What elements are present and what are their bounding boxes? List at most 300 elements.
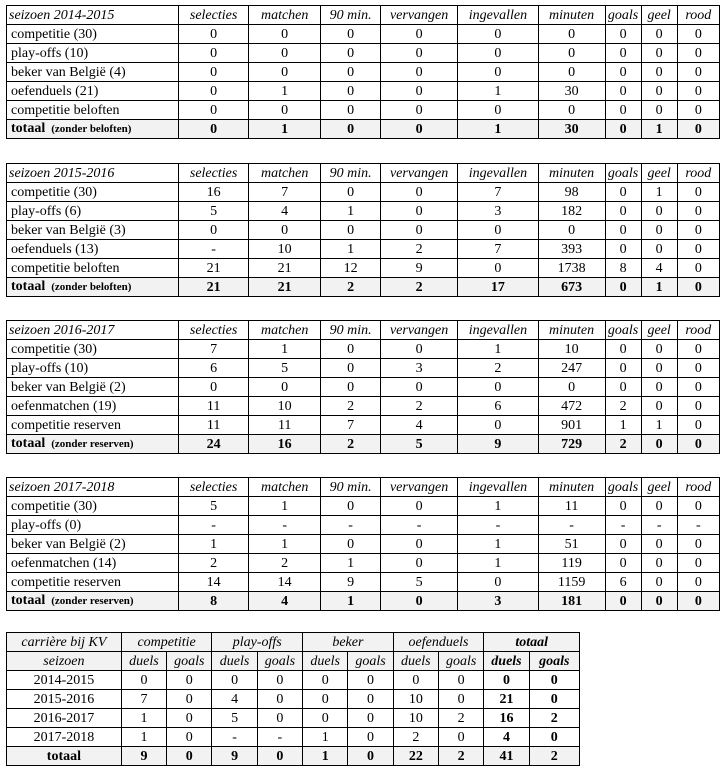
row-label: competitie beloften [7, 101, 179, 120]
stat-cell: 0 [605, 240, 641, 259]
stat-cell: 0 [605, 340, 641, 359]
season-title: seizoen 2017-2018 [7, 478, 179, 497]
stat-cell: 0 [380, 44, 457, 63]
stat-cell: 9 [380, 259, 457, 278]
career-total-cell: 22 [393, 747, 438, 766]
stat-cell: 0 [249, 378, 321, 397]
total-cell: 0 [677, 278, 719, 297]
career-total-cell: 0 [348, 747, 393, 766]
table-row [7, 202, 720, 221]
total-cell: 4 [249, 592, 321, 611]
stat-cell: 0 [538, 101, 605, 120]
stat-cell: 0 [179, 101, 249, 120]
stat-cell: 11 [179, 397, 249, 416]
table-row [7, 183, 720, 202]
stat-cell: 5 [179, 497, 249, 516]
career-sub-header: duels [121, 652, 166, 671]
stat-cell: 0 [458, 573, 538, 592]
stat-cell: 0 [677, 259, 719, 278]
stat-cell: 0 [641, 359, 677, 378]
column-header: matchen [249, 6, 321, 25]
stat-cell: 0 [321, 221, 381, 240]
stat-cell: 0 [605, 221, 641, 240]
total-note: (zonder beloften) [51, 281, 132, 293]
stat-cell: - [179, 516, 249, 535]
career-cell: 0 [529, 728, 579, 747]
total-cell: 0 [605, 278, 641, 297]
stat-cell: 9 [321, 573, 381, 592]
total-cell: 0 [677, 120, 719, 139]
stat-cell: 0 [641, 221, 677, 240]
career-cell: 0 [348, 728, 393, 747]
stat-cell: 1 [458, 535, 538, 554]
season-title: seizoen 2016-2017 [7, 321, 179, 340]
row-label: competitie (30) [7, 183, 179, 202]
career-cell: 0 [121, 671, 166, 690]
stat-cell: 0 [179, 378, 249, 397]
row-label: play-offs (10) [7, 44, 179, 63]
total-cell: 3 [458, 592, 538, 611]
career-cell: 0 [257, 690, 302, 709]
stat-cell: 0 [321, 378, 381, 397]
stat-cell: 0 [677, 25, 719, 44]
row-label: competitie beloften [7, 259, 179, 278]
total-cell: 0 [179, 120, 249, 139]
career-cell: 0 [303, 671, 348, 690]
career-cell: 0 [348, 690, 393, 709]
row-label: beker van België (4) [7, 63, 179, 82]
stat-cell: 0 [380, 82, 457, 101]
season-table [6, 5, 720, 139]
stat-cell: 1 [458, 82, 538, 101]
total-cell: 0 [380, 120, 457, 139]
career-row [7, 709, 580, 728]
stat-cell: 11 [179, 416, 249, 435]
stat-cell: 2 [605, 397, 641, 416]
stat-cell: 4 [380, 416, 457, 435]
stat-cell: 2 [179, 554, 249, 573]
column-header: minuten [538, 164, 605, 183]
stat-cell: 0 [458, 378, 538, 397]
career-cell: 4 [212, 690, 257, 709]
stat-cell: 0 [641, 554, 677, 573]
stat-cell: 0 [380, 25, 457, 44]
stat-cell: 11 [538, 497, 605, 516]
stat-cell: 1 [321, 202, 381, 221]
stat-cell: 393 [538, 240, 605, 259]
stat-cell: 0 [321, 101, 381, 120]
column-header: ingevallen [458, 6, 538, 25]
table-row [7, 340, 720, 359]
career-total-cell: 1 [303, 747, 348, 766]
career-total-cell: 41 [484, 747, 529, 766]
stat-cell: 10 [249, 397, 321, 416]
stat-cell: 0 [538, 25, 605, 44]
stat-cell: 2 [458, 359, 538, 378]
column-header: vervangen [380, 164, 457, 183]
career-cell: 0 [438, 690, 483, 709]
table-row [7, 82, 720, 101]
table-row [7, 63, 720, 82]
stat-cell: 0 [249, 25, 321, 44]
total-label-cell [7, 278, 179, 297]
total-row [7, 278, 720, 297]
stat-cell: 0 [179, 25, 249, 44]
total-label-cell [7, 120, 179, 139]
stat-cell: 0 [380, 497, 457, 516]
row-label: play-offs (10) [7, 359, 179, 378]
stat-cell: 0 [605, 359, 641, 378]
stat-cell: 0 [605, 378, 641, 397]
season-title: seizoen 2014-2015 [7, 6, 179, 25]
column-header: rood [677, 164, 719, 183]
stat-cell: 0 [677, 340, 719, 359]
stat-cell: - [458, 516, 538, 535]
stat-cell: 0 [458, 44, 538, 63]
stat-cell: 0 [380, 101, 457, 120]
career-cell: 16 [484, 709, 529, 728]
stat-cell: 0 [321, 497, 381, 516]
stat-cell: 1 [249, 340, 321, 359]
stat-cell: 0 [321, 340, 381, 359]
career-cell: 0 [257, 671, 302, 690]
stat-cell: 0 [321, 25, 381, 44]
stat-cell: 0 [641, 497, 677, 516]
total-cell: 5 [380, 435, 457, 454]
stat-cell: 0 [605, 202, 641, 221]
stat-cell: - [380, 516, 457, 535]
total-label-cell [7, 435, 179, 454]
career-sub-header: goals [348, 652, 393, 671]
stat-cell: 0 [605, 44, 641, 63]
table-row [7, 101, 720, 120]
stat-cell: 0 [677, 63, 719, 82]
stat-cell: 6 [179, 359, 249, 378]
row-label: competitie reserven [7, 573, 179, 592]
column-header: ingevallen [458, 478, 538, 497]
row-label: oefenduels (21) [7, 82, 179, 101]
total-cell: 24 [179, 435, 249, 454]
season-header-row [7, 478, 720, 497]
stat-cell: 0 [641, 397, 677, 416]
row-label: competitie (30) [7, 497, 179, 516]
table-row [7, 416, 720, 435]
row-label: beker van België (2) [7, 535, 179, 554]
career-group-header: competitie [121, 633, 212, 652]
total-note: (zonder beloften) [51, 123, 132, 135]
row-label: oefenduels (13) [7, 240, 179, 259]
total-cell: 0 [605, 120, 641, 139]
column-header: selecties [179, 321, 249, 340]
stat-cell: 247 [538, 359, 605, 378]
total-cell: 17 [458, 278, 538, 297]
stat-cell: 0 [677, 240, 719, 259]
career-cell: 0 [167, 709, 212, 728]
stat-cell: 11 [249, 416, 321, 435]
career-cell: - [212, 728, 257, 747]
total-cell: 9 [458, 435, 538, 454]
stat-cell: 0 [458, 221, 538, 240]
column-header: ingevallen [458, 164, 538, 183]
stat-cell: 0 [380, 183, 457, 202]
career-cell: 10 [393, 690, 438, 709]
career-cell: 0 [348, 671, 393, 690]
career-total-row [7, 747, 580, 766]
total-row [7, 592, 720, 611]
column-header: minuten [538, 321, 605, 340]
column-header: goals [605, 164, 641, 183]
career-cell: 1 [303, 728, 348, 747]
stat-cell: 0 [677, 82, 719, 101]
total-cell: 21 [249, 278, 321, 297]
stat-cell: 51 [538, 535, 605, 554]
career-sub-header: duels [212, 652, 257, 671]
stat-cell: 1 [641, 416, 677, 435]
total-note: (zonder reserven) [51, 438, 134, 450]
total-cell: 729 [538, 435, 605, 454]
career-season: 2016-2017 [7, 709, 122, 728]
stat-cell: 0 [458, 101, 538, 120]
stat-cell: 0 [677, 535, 719, 554]
total-label: totaal [11, 279, 46, 294]
stat-cell: 14 [249, 573, 321, 592]
column-header: geel [641, 164, 677, 183]
total-row [7, 120, 720, 139]
row-label: oefenmatchen (19) [7, 397, 179, 416]
stat-cell: 1 [249, 497, 321, 516]
career-sub-header: goals [438, 652, 483, 671]
stat-cell: 6 [458, 397, 538, 416]
total-cell: 0 [677, 435, 719, 454]
career-cell: 0 [393, 671, 438, 690]
stat-cell: 5 [380, 573, 457, 592]
career-cell: 2 [438, 709, 483, 728]
total-cell: 1 [641, 278, 677, 297]
table-row [7, 497, 720, 516]
column-header: ingevallen [458, 321, 538, 340]
stat-cell: 0 [538, 378, 605, 397]
stat-cell: 0 [641, 63, 677, 82]
career-sub-header: duels [393, 652, 438, 671]
career-sub-header: duels [303, 652, 348, 671]
total-cell: 16 [249, 435, 321, 454]
stat-cell: 0 [380, 340, 457, 359]
stat-cell: 0 [641, 82, 677, 101]
career-cell: 2 [529, 709, 579, 728]
column-header: geel [641, 6, 677, 25]
stat-cell: 0 [605, 183, 641, 202]
stat-cell: 119 [538, 554, 605, 573]
career-cell: 0 [529, 671, 579, 690]
stat-cell: 1 [605, 416, 641, 435]
career-cell: 1 [121, 728, 166, 747]
stat-cell: 0 [677, 573, 719, 592]
career-sub-header: goals [167, 652, 212, 671]
stat-cell: 0 [321, 359, 381, 378]
column-header: goals [605, 321, 641, 340]
career-cell: 0 [303, 690, 348, 709]
season-header-row [7, 164, 720, 183]
stat-cell: 0 [321, 183, 381, 202]
career-sub-header-row [7, 652, 580, 671]
stat-cell: 16 [179, 183, 249, 202]
total-row [7, 435, 720, 454]
stat-cell: 0 [380, 221, 457, 240]
stat-cell: 182 [538, 202, 605, 221]
career-total-cell: 0 [257, 747, 302, 766]
stat-cell: 0 [458, 416, 538, 435]
stat-cell: 0 [380, 63, 457, 82]
total-cell: 1 [641, 120, 677, 139]
stat-cell: 10 [538, 340, 605, 359]
stat-cell: - [677, 516, 719, 535]
career-group-header: play-offs [212, 633, 303, 652]
table-row [7, 535, 720, 554]
column-header: minuten [538, 478, 605, 497]
stat-cell: 0 [677, 183, 719, 202]
column-header: matchen [249, 321, 321, 340]
career-cell: 4 [484, 728, 529, 747]
table-row [7, 554, 720, 573]
table-row [7, 397, 720, 416]
stat-cell: 1738 [538, 259, 605, 278]
row-label: beker van België (3) [7, 221, 179, 240]
stat-cell: 98 [538, 183, 605, 202]
row-label: play-offs (6) [7, 202, 179, 221]
stat-cell: - [641, 516, 677, 535]
career-total-cell: 9 [212, 747, 257, 766]
table-row [7, 240, 720, 259]
stat-cell: 0 [641, 378, 677, 397]
career-cell: 7 [121, 690, 166, 709]
season-header-row [7, 321, 720, 340]
stat-cell: 0 [677, 44, 719, 63]
stat-cell: 0 [641, 44, 677, 63]
stat-cell: 0 [179, 44, 249, 63]
stat-cell: 0 [179, 221, 249, 240]
total-cell: 1 [321, 592, 381, 611]
stat-cell: 1 [458, 497, 538, 516]
total-cell: 8 [179, 592, 249, 611]
stat-cell: 1 [179, 535, 249, 554]
career-cell: 21 [484, 690, 529, 709]
stat-cell: 0 [677, 397, 719, 416]
total-cell: 0 [380, 592, 457, 611]
career-cell: 0 [438, 671, 483, 690]
total-cell: 1 [249, 120, 321, 139]
stat-cell: 0 [321, 44, 381, 63]
stat-cell: 0 [321, 63, 381, 82]
total-cell: 181 [538, 592, 605, 611]
column-header: rood [677, 6, 719, 25]
column-header: rood [677, 321, 719, 340]
stat-cell: - [321, 516, 381, 535]
column-header: geel [641, 478, 677, 497]
career-group-header-row [7, 633, 580, 652]
stat-cell: 1159 [538, 573, 605, 592]
stat-cell: 10 [249, 240, 321, 259]
career-cell: 0 [303, 709, 348, 728]
season-title: seizoen 2015-2016 [7, 164, 179, 183]
stat-cell: 4 [641, 259, 677, 278]
stat-cell: - [538, 516, 605, 535]
stat-cell: 0 [641, 340, 677, 359]
career-season: 2014-2015 [7, 671, 122, 690]
career-total-label: totaal [7, 747, 122, 766]
career-row [7, 671, 580, 690]
career-sub-header: duels [484, 652, 529, 671]
total-cell: 2 [605, 435, 641, 454]
stat-cell: 0 [458, 63, 538, 82]
stat-cell: 21 [249, 259, 321, 278]
season-table [6, 320, 720, 454]
stat-cell: 6 [605, 573, 641, 592]
column-header: goals [605, 478, 641, 497]
stat-cell: 0 [249, 63, 321, 82]
stat-cell: 0 [605, 101, 641, 120]
career-total-cell: 2 [438, 747, 483, 766]
stat-cell: 0 [380, 535, 457, 554]
career-cell: 0 [348, 709, 393, 728]
stat-cell: 1 [321, 240, 381, 259]
column-header: 90 min. [321, 6, 381, 25]
stat-cell: 5 [249, 359, 321, 378]
column-header: selecties [179, 164, 249, 183]
stat-cell: 14 [179, 573, 249, 592]
row-label: competitie (30) [7, 25, 179, 44]
column-header: selecties [179, 478, 249, 497]
stat-cell: 0 [641, 573, 677, 592]
stat-cell: 21 [179, 259, 249, 278]
total-cell: 30 [538, 120, 605, 139]
stat-cell: 0 [677, 416, 719, 435]
stat-cell: 472 [538, 397, 605, 416]
column-header: 90 min. [321, 164, 381, 183]
stat-cell: 0 [677, 359, 719, 378]
stat-cell: 0 [249, 44, 321, 63]
total-cell: 0 [321, 120, 381, 139]
career-table [6, 632, 580, 766]
column-header: matchen [249, 164, 321, 183]
column-header: 90 min. [321, 321, 381, 340]
career-cell: 10 [393, 709, 438, 728]
stat-cell: 0 [458, 25, 538, 44]
career-cell: 0 [167, 728, 212, 747]
season-table [6, 477, 720, 611]
stat-cell: 4 [249, 202, 321, 221]
stat-cell: 0 [458, 259, 538, 278]
total-label: totaal [11, 121, 46, 136]
stat-cell: 7 [179, 340, 249, 359]
stat-cell: 0 [179, 63, 249, 82]
column-header: vervangen [380, 321, 457, 340]
stat-cell: 0 [605, 554, 641, 573]
table-row [7, 25, 720, 44]
stat-cell: 0 [641, 240, 677, 259]
career-season: 2017-2018 [7, 728, 122, 747]
table-row [7, 573, 720, 592]
stat-cell: 0 [677, 202, 719, 221]
total-cell: 2 [321, 435, 381, 454]
stat-cell: 0 [321, 82, 381, 101]
career-season-label: seizoen [7, 652, 122, 671]
row-label: beker van België (2) [7, 378, 179, 397]
column-header: vervangen [380, 478, 457, 497]
stat-cell: 0 [605, 535, 641, 554]
table-row [7, 516, 720, 535]
stat-cell: 1 [458, 554, 538, 573]
stat-cell: 0 [677, 554, 719, 573]
